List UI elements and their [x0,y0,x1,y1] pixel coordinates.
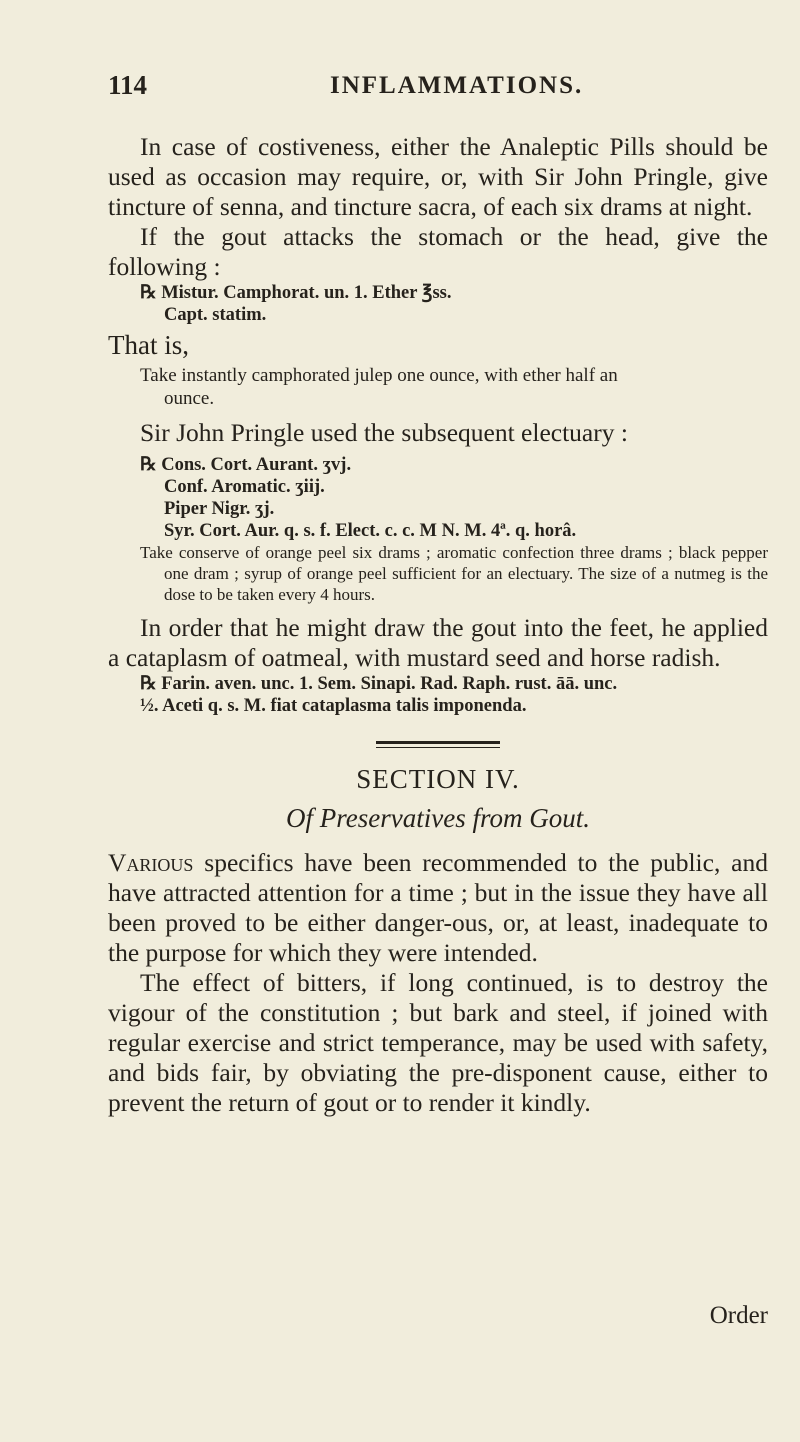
prescription-2-line-1: ℞ Cons. Cort. Aurant. ʒvj. [140,455,352,475]
prescription-2-line-2: Conf. Aromatic. ʒiij. [164,477,325,497]
lead-word: Various [108,848,194,877]
translation-1-line-1: Take instantly camphorated julep one ounce, with ether half an [140,365,618,386]
paragraph-electuary: Sir John Pringle used the subsequent electuary : [140,418,628,447]
paragraph-specifics [108,848,768,968]
section-title: SECTION IV. [356,764,520,794]
prescription-2-line-3: Piper Nigr. ʒj. [164,499,275,519]
paragraph-specifics-text: specifics have been recommended to the public, and have attracted attention for a time ; but in the issue they have all been proved to be either danger-ous, or, at least, inadequate to the purpose for which they were intended. [108,848,768,967]
prescription-3-line-2: ½. Aceti q. s. M. fiat cataplasma talis imponenda. [140,696,527,716]
paragraph-gout-stomach: If the gout attacks the stomach or the head, give the following : [108,222,768,281]
page-number: 114 [108,70,148,100]
prescription-2-line-4: Syr. Cort. Aur. q. s. f. Elect. c. c. M N. M. 4ª. q. horâ. [164,521,577,541]
paragraph-costiveness: In case of costiveness, either the Analeptic Pills should be used as occasion may require, or, with Sir John Pringle, give tincture of senna, and tincture sacra, of each six drams at night. [108,132,768,221]
section-divider [376,741,500,748]
translation-1-line-2: ounce. [164,388,215,409]
section-subtitle: Of Preservatives from Gout. [286,803,590,833]
that-is-heading: That is, [108,330,189,360]
prescription-1-line-2: Capt. statim. [164,305,267,325]
running-title: INFLAMMATIONS. [330,72,584,99]
page-body [108,132,768,1118]
divider-thin-rule [376,747,500,748]
page-header [108,70,748,110]
paragraph-cataplasm: In order that he might draw the gout into the feet, he applied a cataplasm of oatmeal, with mustard seed and horse radish. [108,613,768,672]
divider-thick-rule [376,741,500,744]
prescription-1-line-1: ℞ Mistur. Camphorat. un. 1. Ether ℥ss. [140,283,452,303]
translation-2: Take conserve of orange peel six drams ; aromatic confection three drams ; black pepper one dram ; syrup of orange peel sufficient for an electuary. The size of a nutmeg is the dose to be taken every 4 hours. [140,543,768,604]
prescription-3-line-1: ℞ Farin. aven. unc. 1. Sem. Sinapi. Rad. Raph. rust. āā. unc. [140,674,618,694]
catchword: Order [709,1302,768,1329]
paragraph-bitters: The effect of bitters, if long continued, is to destroy the vigour of the constitution ; but bark and steel, if joined with regular exercise and strict temperance, may be used with safety, and bids fair, by obviating the pre-disponent cause, either to prevent the return of gout or to render it kindly. [108,968,768,1117]
